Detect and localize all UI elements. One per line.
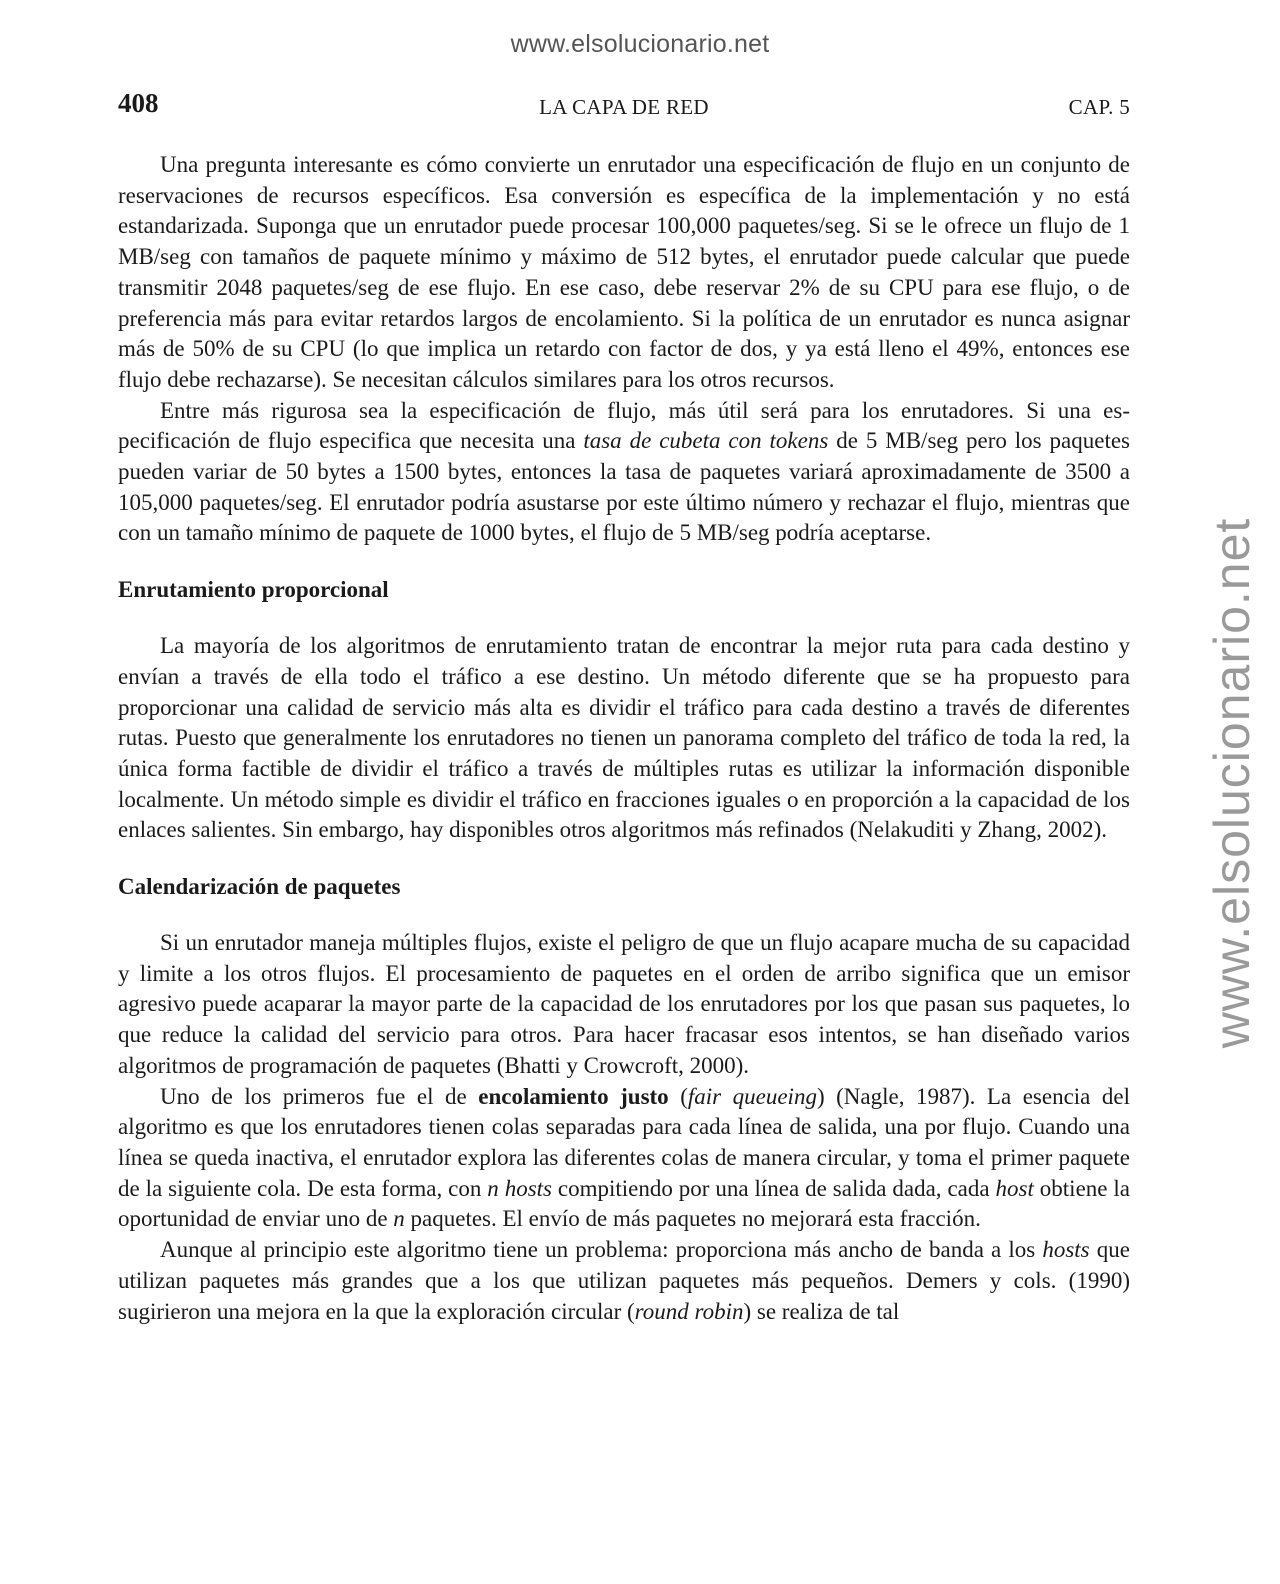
paragraph: La mayoría de los algoritmos de enrutamiento tratan de encontrar la mejor ruta para cada destino y envían a través de ella todo el tráfico a ese destino. Un método diferente que se ha propuesto para proporcionar una calidad de servicio más alta es dividir el tráfico para cada destino a través de diferentes rutas. Puesto que generalmente los enrutadores no tienen un panorama completo del tráfico de toda la red, la única forma factible de dividir el tráfico a través de múltiples rutas es utilizar la información disponible localmente. Un método simple es dividir el tráfico en fracciones iguales o en proporción a la capacidad de los enlaces salientes. Sin embargo, hay disponibles otros algoritmos más refinados (Nelakuditi y Zhang, 2002). [118, 633, 1130, 843]
bold-term: encolamiento justo [478, 1083, 669, 1109]
paragraph: Uno de los primeros fue el de encolamiento justo (fair queueing) (Nagle, 1987). La esencia del algoritmo es que los enrutadores tienen colas separadas para cada línea de salida, una por flujo. Cuando una línea se queda inactiva, el enrutador explora las diferentes colas de manera circular, y toma el primer paquete de la siguiente cola. De esta forma, con n hosts compitiendo por una línea de salida dada, cada host obtiene la oportunidad de enviar uno de n paquetes. El envío de más paquetes no mejorará esta fracción. [118, 1083, 1131, 1232]
italic-term: fair queueing [687, 1083, 817, 1109]
italic-term: round robin [634, 1298, 744, 1324]
section-heading: Enrutamiento proporcional [118, 577, 389, 603]
paragraph: Una pregunta interesante es cómo convierte un enrutador una especificación de flujo en un conjunto de reservaciones de recursos específicos. Esa conversión es específica de la implementación y no está estandarizada. Suponga que un enrutador puede procesar 100,000 paquetes/seg. Si se le ofrece un flujo de 1 MB/seg con tamaños de paquete mínimo y máximo de 512 bytes, el enrutador puede calcular que puede transmitir 2048 paquetes/seg de ese flujo. En ese caso, debe reservar 2% de su CPU para ese flujo, o de preferencia más para evitar retardos largos de encolamiento. Si la política de un enrutador es nunca asignar más de 50% de su CPU (lo que implica un retardo con factor de dos, y ya está lleno el 49%, entonces ese flujo debe rechazarse). Se necesitan cálculos similares para los otros recursos. [118, 152, 1130, 392]
chapter-label: CAP. 5 [1068, 95, 1130, 119]
paragraph: Aunque al principio este algoritmo tiene un problema: proporciona más ancho de banda a los hosts que utilizan paquetes más grandes que a los que utilizan paquetes más pequeños. Demers y cols. (1990) sugirieron una mejora en la que la exploración circular (round robin) se realiza de tal [118, 1237, 1130, 1324]
watermark-top: www.elsolucionario.net [510, 30, 770, 58]
italic-term: n hosts [487, 1175, 552, 1201]
paragraph: Si un enrutador maneja múltiples flujos, existe el peligro de que un flujo acapare mucha de su capacidad y limite a los otros flujos. El procesamiento de paquetes en el orden de arribo significa que un emisor agresivo puede acaparar la mayor parte de la capacidad de los enrutadores por los que pasan sus paquetes, lo que reduce la calidad del servicio para otros. Para hacer fracasar esos intentos, se han diseñado varios algoritmos de programación de paquetes (Bhatti y Crowcroft, 2000). [118, 930, 1130, 1078]
section-heading: Calendarización de paquetes [118, 874, 401, 900]
italic-term: host [995, 1175, 1034, 1201]
page-body [118, 150, 1130, 1327]
running-head [118, 88, 1130, 124]
paragraph: Entre más rigurosa sea la especificación de flujo, más útil será para los enrutadores. Si una especificación de flujo especifica que necesita una tasa de cubeta con tokens de 5 MB/seg pero los paquetes pueden variar de 50 bytes a 1500 bytes, entonces la tasa de paquetes variará aproximadamente de 3500 a 105,000 paquetes/seg. El enrutador podría asustarse por este último número y rechazar el flujo, mientras que con un tamaño mínimo de paquete de 1000 bytes, el flujo de 5 MB/seg podría aceptarse. [118, 397, 1131, 546]
italic-term: n [393, 1206, 405, 1232]
italic-term: tasa de cubeta con tokens [583, 428, 829, 454]
italic-term: hosts [1042, 1237, 1090, 1263]
watermark-side: www.elsolucionario.net [1204, 517, 1260, 1049]
page-number: 408 [118, 88, 159, 118]
running-title: LA CAPA DE RED [539, 95, 709, 119]
